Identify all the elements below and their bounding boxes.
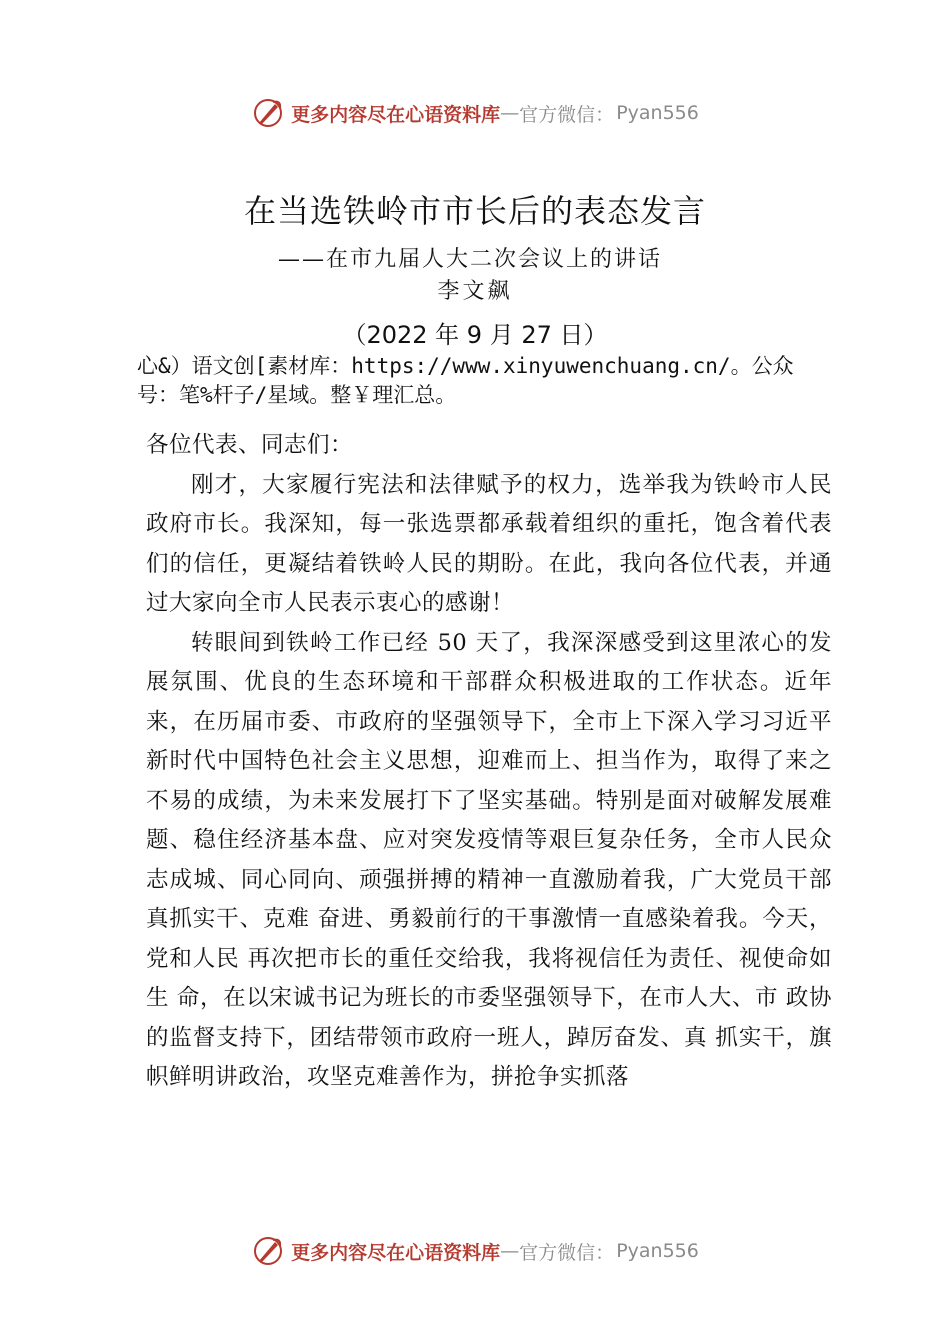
date-month: 9	[466, 321, 483, 349]
date-year-unit: 年	[435, 321, 460, 349]
document-title: 在当选铁岭市市长后的表态发言	[243, 192, 706, 230]
watermark-brand-text: 更多内容尽在心语资料库	[291, 1241, 501, 1264]
watermark-banner-top	[0, 96, 950, 130]
paragraph-2: 转眼间到铁岭工作已经 50 天了，我深深感受到这里浓心的发展氛围、优良的生态环境和干部群众积极进取的工作状态。近年来，在历届市委、市政府的坚强领导下，全市上下深入学习习近平新时代中国特色社会主义思想，迎难而上、担当作为，取得了来之不易的成绩，为未来发展打下了坚实基础。特别是面对破解发展难题、稳住经济基本盘、应对突发疫情等艰巨复杂任务，全市人民众志成城、同心同向、顽强拼搏的精神一直激励着我，广大党员干部真抓实干、克难 奋进、勇毅前行的干事激情一直感染着我。今天，党和人民 再次把市长的重任交给我，我将视信任为责任、视使命如生 命，在以宋诚书记为班长的市委坚强领导下，在市人大、市 政协的监督支持下，团结带领市政府一班人，踔厉奋发、真 抓实干，旗帜鲜明讲政治，攻坚克难善作为，拼抢争实抓落	[146, 629, 832, 1090]
date-month-unit: 月	[489, 321, 514, 349]
watermark-label: 官方微信：	[519, 103, 615, 126]
watermark-brand-text: 更多内容尽在心语资料库	[291, 103, 501, 126]
watermark-label: 官方微信：	[519, 1241, 615, 1264]
watermark-account: Pyan556	[616, 1240, 699, 1262]
quill-pen-icon	[251, 1234, 285, 1268]
watermark-dash: —	[500, 102, 520, 124]
date-close: ）	[583, 321, 608, 349]
paragraph-1: 刚才，大家履行宪法和法律赋予的权力，选举我为铁岭市人民政府市长。我深知，每一张选票都承载着组织的重托，饱含着代表们的信任，更凝结着铁岭人民的期盼。在此，我向各位代表，并通过大家向全市人民表示衷心的感谢！	[146, 471, 832, 616]
date-open: （	[342, 321, 367, 349]
document-author: 李文飙	[437, 279, 513, 304]
date-year: 2022	[366, 321, 428, 349]
date-day-unit: 日	[559, 321, 584, 349]
date-day: 27	[521, 321, 552, 349]
watermark-dash: —	[500, 1240, 520, 1262]
document-subtitle: ——在市九届人大二次会议上的讲话	[278, 247, 663, 272]
watermark-account: Pyan556	[616, 102, 699, 124]
watermark-banner-bottom	[0, 1234, 950, 1268]
source-note: 心&）语文创[素材库：https://www.xinyuwenchuang.cn/。公众号：笔%杆子/星域。整￥理汇总。	[137, 354, 794, 407]
document-body	[146, 426, 832, 1098]
document-date	[0, 315, 950, 350]
quill-pen-icon	[251, 96, 285, 130]
greeting: 各位代表、同志们：	[146, 432, 354, 458]
